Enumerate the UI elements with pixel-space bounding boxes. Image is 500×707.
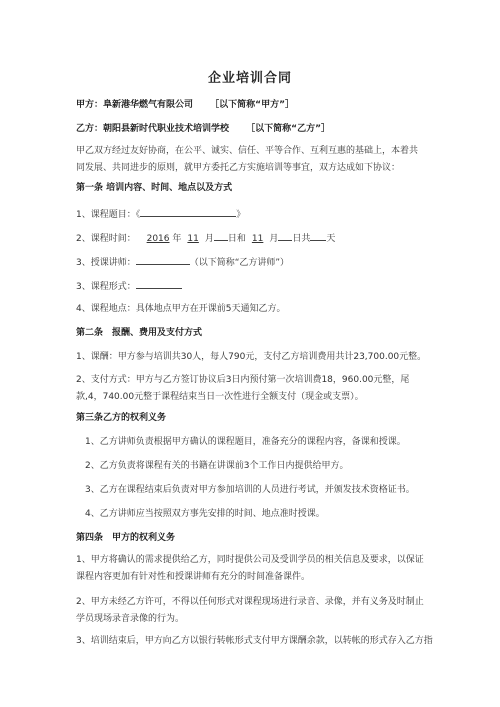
day-blank-2[interactable] xyxy=(278,231,292,241)
article3-item-4: 4、乙方讲师应当按照双方事先安排的时间、地点准时授课。 xyxy=(85,509,325,519)
days-blank[interactable] xyxy=(310,231,326,241)
article4-item-2: 2、甲方未经乙方许可，不得以任何形式对课程现场进行录音、录像，并有义务及时制止学员现场录音录像的行为。 xyxy=(76,597,424,624)
day-blank-1[interactable] xyxy=(214,231,228,241)
course-title-prefix: 1、课程题目：《 xyxy=(76,210,141,220)
article1-heading: 第一条 培训内容、时间、地点以及方式 xyxy=(76,183,233,193)
course-title-blank[interactable] xyxy=(140,207,236,217)
day-and: 日和 xyxy=(227,234,246,244)
article4-item-1: 1、甲方将确认的需求提供给乙方，同时提供公司及受训学员的相关信息及要求，以保证课程内容更加有针对性和授课讲师有充分的时间准备课件。 xyxy=(76,555,424,582)
day-total: 日共 xyxy=(292,234,311,244)
article3-item-1: 1、乙方讲师负责根据甲方确认的课程题目，准备充分的课程内容，备课和授课。 xyxy=(85,437,406,447)
article4-heading: 第四条 甲方的权利义务 xyxy=(76,533,176,543)
party-b-alias: ［以下简称“乙方”］ xyxy=(246,124,330,134)
year-char: 年 xyxy=(172,234,182,244)
payment-method-paragraph: 2、支付方式：甲方与乙方签订协议后3日内预付第一次培训费18，960.00元整，尾款,4，740.00元整于课程结束当日一次性进行全额支付（现金或支票）。 xyxy=(76,375,410,402)
party-a-label: 甲方：阜新港华燃气有限公司 xyxy=(76,100,194,110)
lecturer-blank[interactable] xyxy=(136,255,190,265)
article2-heading: 第二条 报酬、费用及支付方式 xyxy=(76,328,203,338)
fee-line: 1、课酬：甲方参与培训共30人，每人790元，支付乙方培训费用共计23,700.00元整。 xyxy=(76,352,427,362)
document-title: 企业培训合同 xyxy=(207,71,292,86)
party-b-line xyxy=(76,123,330,135)
lecturer-prefix: 3、授课讲师： xyxy=(76,258,136,268)
course-form-line xyxy=(76,279,182,293)
course-form-prefix: 3、课程形式： xyxy=(76,282,136,292)
party-a-alias: ［以下简称“甲方”］ xyxy=(210,100,294,110)
course-year: 2016 xyxy=(146,234,170,244)
party-b-label: 乙方：朝阳县新时代职业技术培训学校 xyxy=(76,124,230,134)
course-month-2: 11 xyxy=(251,234,264,244)
article4-item-3: 3、培训结束后，甲方向乙方以银行转帐形式支付甲方课酬余款，以转帐的形式存入乙方指 xyxy=(76,636,433,646)
month-char-2: 月 xyxy=(269,234,279,244)
course-location-line: 4、课程地点：具体地点甲方在开课前5天通知乙方。 xyxy=(76,304,286,314)
course-form-blank[interactable] xyxy=(136,279,182,289)
course-time-line xyxy=(76,231,335,245)
article3-heading: 第三条乙方的权利义务 xyxy=(76,413,167,423)
intro-paragraph: 甲乙双方经过友好协商，在公平、诚实、信任、平等合作、互利互惠的基础上，本着共同发展、共同进步的原则，就甲方委托乙方实施培训等事宜，双方达成如下协议： xyxy=(76,146,419,173)
article3-item-2: 2、乙方负责将课程有关的书籍在讲课前3个工作日内提供给甲方。 xyxy=(85,461,349,471)
course-month-1: 11 xyxy=(187,234,199,244)
party-a-line xyxy=(76,99,294,111)
lecturer-suffix: （以下简称“乙方讲师”） xyxy=(189,258,290,268)
article3-item-3: 3、乙方在课程结束后负责对甲方参加培训的人员进行考试，并颁发技术资格证书。 xyxy=(85,485,415,495)
month-char-1: 月 xyxy=(204,234,214,244)
course-time-prefix: 2、课程时间： xyxy=(76,234,136,244)
course-title-line xyxy=(76,207,245,221)
course-title-suffix: 》 xyxy=(236,210,246,220)
lecturer-line xyxy=(76,255,289,269)
days-char: 天 xyxy=(326,234,336,244)
